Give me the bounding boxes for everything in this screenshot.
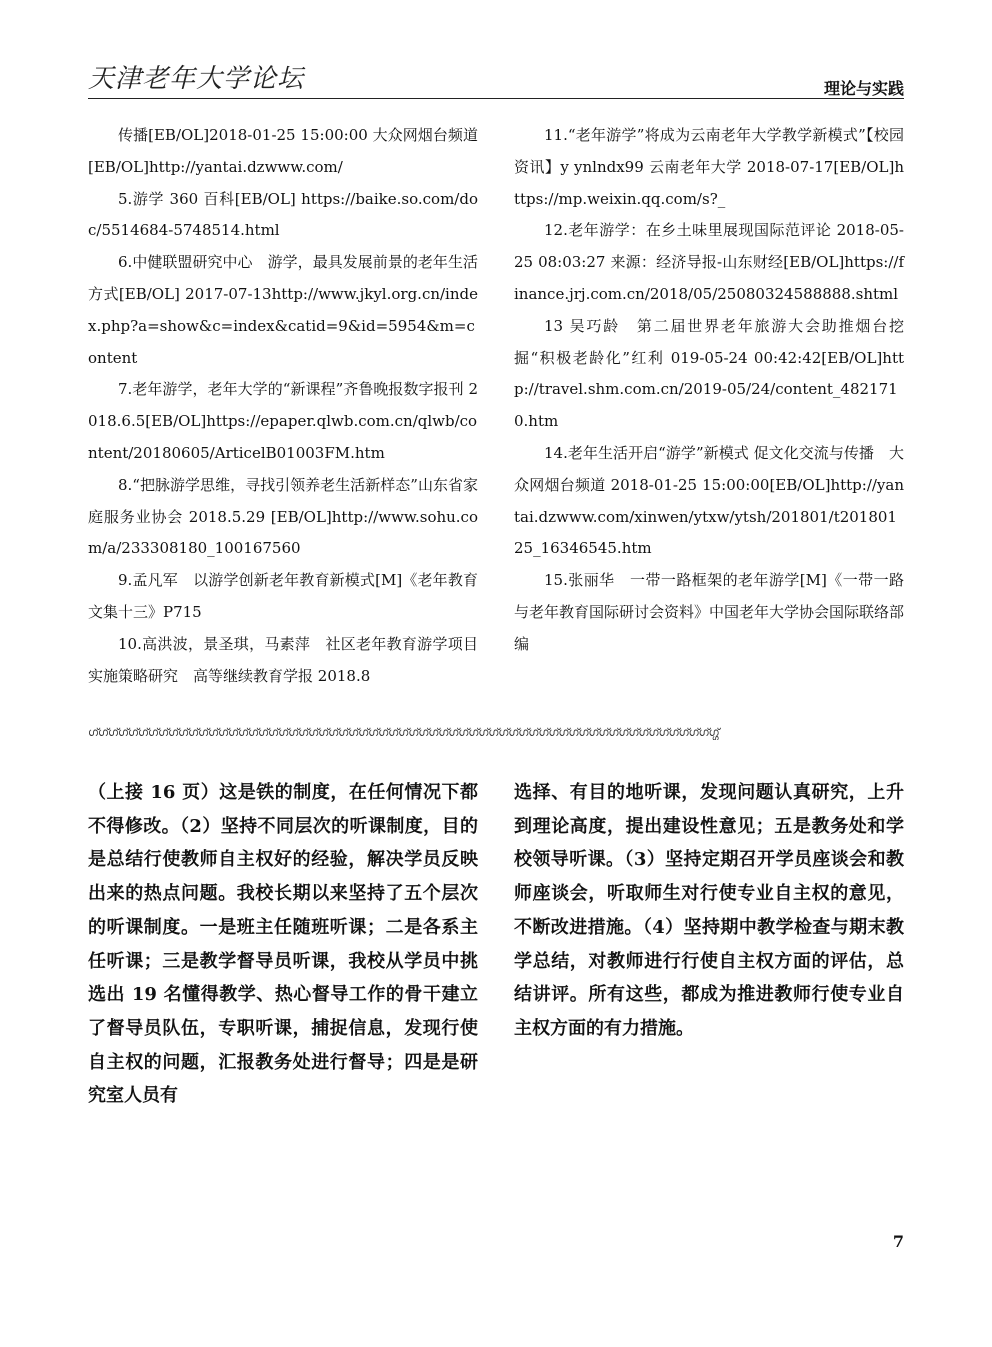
reference-item: 8.“把脉游学思维，寻找引领养老生活新样态”山东省家庭服务业协会 2018.5.29 [EB/OL]http://www.sohu.com/a/233308180_100167560 (88, 475, 478, 558)
references-right-column (514, 120, 904, 661)
header-rule (88, 98, 904, 99)
body-left-column (88, 776, 478, 1113)
reference-item: 15.张丽华 一带一路框架的老年游学[M]《一带一路与老年教育国际研讨会资料》中国老年大学协会国际联络部编 (514, 571, 905, 653)
page-header (88, 50, 904, 100)
journal-logo: 天津老年大学论坛 (88, 64, 305, 94)
ornamental-divider: ഗ്ഗ്ഗ്ഗ്ഗ്ഗ്ഗ്ഗ്ഗ്ഗ്ഗ്ഗ്ഗ്ഗ്ഗ്ഗ്ഗ്ഗ്ഗ്ഗ്ഗ്ഗ്ഗ്ഗ്ഗ്ഗ്ഗ്ഗ്ഗ്ഗ്ഗ്ഗ്ഗ്ഗ്ഗ്ഗ്ഗ്ഗ്ഗ്ഗ്ഗ്ഗ്ഗ്ഗ്ഗ്ഗ്ഗ്ഗ്ഗ്ഗ്ഗ്ഗ്ഗ്ഗ്ഗ്ഗ്ഗ്ഗ്ഗ്ഗ്ഗ്ഗ്ഗ്ഗ് (88, 726, 719, 739)
reference-item: 传播[EB/OL]2018-01-25 15:00:00 大众网烟台频道[EB/OL]http://yantai.dzwww.com/ (88, 126, 478, 176)
reference-item: 12.老年游学：在乡土味里展现国际范评论 2018-05-25 08:03:27 来源：经济导报-山东财经[EB/OL]https://finance.jrj.com.cn/2018/05/25080324588888.shtml (514, 221, 904, 303)
body-paragraph: 选择、有目的地听课，发现问题认真研究，上升到理论高度，提出建设性意见；五是教务处和学校领导听课。（3）坚持定期召开学员座谈会和教师座谈会，听取师生对行使专业自主权的意见，不断改进措施。（4）坚持期中教学检查与期末教学总结，对教师进行行使自主权方面的评估，总结讲评。所有这些，都成为推进教师行使专业自主权方面的有力措施。 (514, 782, 904, 1039)
reference-item: 13 吴巧龄 第二届世界老年旅游大会助推烟台挖掘“积极老龄化”红利 019-05-24 00:42:42[EB/OL]http://travel.shm.com.cn/2019-05/24/content_4821710.htm (514, 316, 904, 431)
reference-item: 9.孟凡军 以游学创新老年教育新模式[M]《老年教育文集十三》P715 (88, 571, 478, 621)
reference-item: 14.老年生活开启“游学”新模式 促文化交流与传播 大众网烟台频道 2018-01-25 15:00:00[EB/OL]http://yantai.dzwww.com/xinwen/ytxw/ytsh/201801/t20180125_16346545.htm (514, 443, 904, 558)
references-section (88, 120, 904, 700)
reference-item: 11.“老年游学”将成为云南老年大学教学新模式”【校园资讯】y ynlndx99 云南老年大学 2018-07-17[EB/OL]https://mp.weixin.qq.com/s?_ (514, 126, 904, 208)
references-left-column (88, 120, 478, 692)
reference-item: 6.中健联盟研究中心 游学，最具发展前景的老年生活方式[EB/OL] 2017-07-13http://www.jkyl.org.cn/index.php?a=show&c=index&catid=9&id=5954&m=content (88, 253, 478, 367)
body-right-column (514, 776, 904, 1046)
section-title: 理论与实践 (823, 79, 904, 98)
page-number: 7 (892, 1232, 904, 1251)
reference-item: 10.高洪波，景圣琪，马素萍 社区老年教育游学项目实施策略研究 高等继续教育学报 2018.8 (88, 634, 478, 685)
reference-item: 5.游学 360 百科[EB/OL] https://baike.so.com/doc/5514684-5748514.html (88, 189, 478, 240)
body-paragraph: （上接 16 页）这是铁的制度，在任何情况下都不得修改。（2）坚持不同层次的听课制度，目的是总结行使教师自主权好的经验，解决学员反映出来的热点问题。我校长期以来坚持了五个层次的听课制度。一是班主任随班听课；二是各系主任听课；三是教学督导员听课，我校从学员中挑选出 19 名懂得教学、热心督导工作的骨干建立了督导员队伍，专职听课，捕捉信息，发现行使自主权的问题，汇报教务处进行督导；四是是研究室人员有 (88, 782, 478, 1107)
reference-item: 7.老年游学，老年大学的“新课程”齐鲁晚报数字报刊 2018.6.5[EB/OL]https://epaper.qlwb.com.cn/qlwb/content/20180605/ArticelB01003FM.htm (88, 380, 478, 462)
